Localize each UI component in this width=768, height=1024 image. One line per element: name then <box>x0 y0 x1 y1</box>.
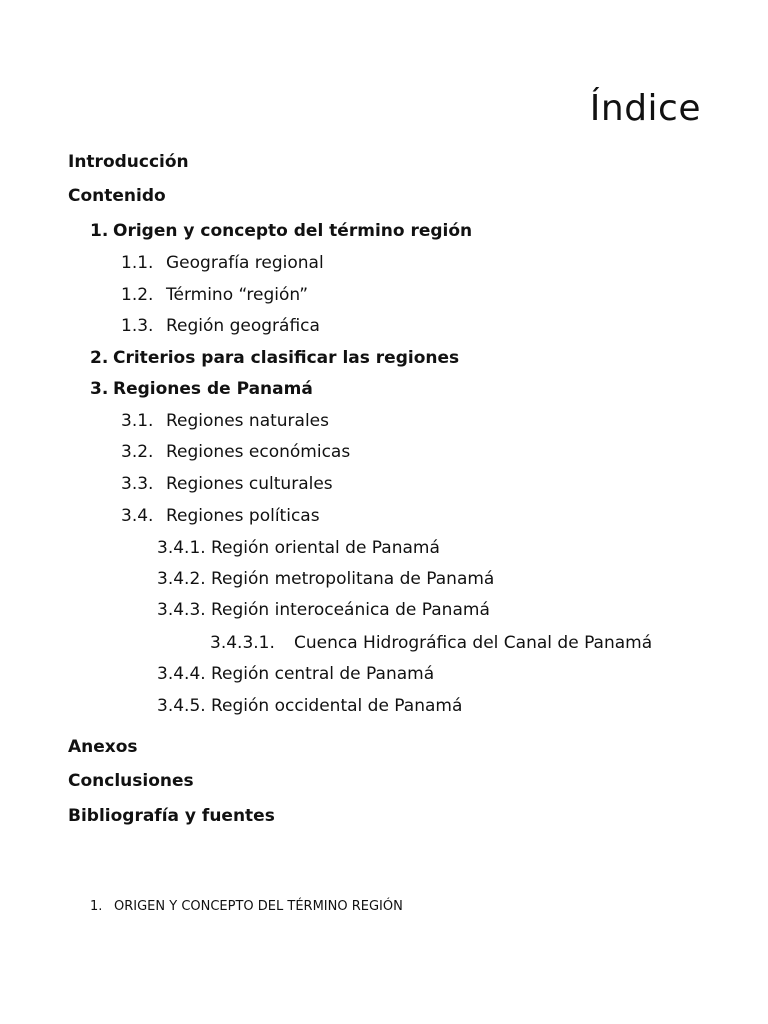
toc-item-3-4 <box>0 506 768 526</box>
toc-item-label: Regiones económicas <box>166 442 351 462</box>
toc-item-label: Región metropolitana de Panamá <box>211 569 495 589</box>
section-heading <box>0 899 768 917</box>
toc-item-3-4-3 <box>0 600 768 620</box>
toc-item-number: 3.4.4. <box>157 664 206 684</box>
toc-item-label: Regiones de Panamá <box>113 379 313 399</box>
toc-item-label: Término “región” <box>166 285 309 305</box>
toc-item-1 <box>0 221 768 241</box>
toc-item-3-4-3-1 <box>0 633 768 653</box>
toc-item-number: 3.3. <box>121 474 154 494</box>
toc-item-label: Criterios para clasificar las regiones <box>113 348 460 368</box>
toc-item-3-1 <box>0 411 768 431</box>
toc-item-number: 3.4. <box>121 506 154 526</box>
toc-bibliografia: Bibliografía y fuentes <box>68 806 275 826</box>
toc-item-label: Regiones políticas <box>166 506 320 526</box>
toc-item-number: 3.4.2. <box>157 569 206 589</box>
toc-item-number: 1.2. <box>121 285 154 305</box>
toc-item-number: 1.3. <box>121 316 154 336</box>
toc-item-number: 3.2. <box>121 442 154 462</box>
toc-anexos: Anexos <box>68 737 138 757</box>
section-heading-number: 1. <box>90 899 103 914</box>
toc-item-number: 1.1. <box>121 253 154 273</box>
toc-item-label: Región occidental de Panamá <box>211 696 463 716</box>
toc-item-number: 3.1. <box>121 411 154 431</box>
toc-item-1-2 <box>0 285 768 305</box>
toc-item-label: Regiones naturales <box>166 411 329 431</box>
toc-introduccion: Introducción <box>68 152 189 172</box>
toc-item-label: Región geográfica <box>166 316 320 336</box>
toc-item-label: Región interoceánica de Panamá <box>211 600 490 620</box>
toc-item-3-4-5 <box>0 696 768 716</box>
toc-item-number: 3.4.3. <box>157 600 206 620</box>
toc-item-number: 3.4.3.1. <box>210 633 275 653</box>
toc-item-number: 3.4.5. <box>157 696 206 716</box>
toc-item-number: 3.4.1. <box>157 538 206 558</box>
toc-item-label: Cuenca Hidrográfica del Canal de Panamá <box>294 633 653 653</box>
toc-contenido: Contenido <box>68 186 166 206</box>
toc-item-1-3 <box>0 316 768 336</box>
toc-item-3 <box>0 379 768 399</box>
toc-item-3-4-2 <box>0 569 768 589</box>
toc-item-label: Regiones culturales <box>166 474 333 494</box>
toc-item-1-1 <box>0 253 768 273</box>
toc-item-3-4-4 <box>0 664 768 684</box>
toc-item-number: 1. <box>90 221 109 241</box>
toc-item-3-3 <box>0 474 768 494</box>
toc-item-number: 2. <box>90 348 109 368</box>
toc-item-3-2 <box>0 442 768 462</box>
toc-item-label: Región oriental de Panamá <box>211 538 440 558</box>
toc-item-label: Geografía regional <box>166 253 324 273</box>
toc-item-label: Origen y concepto del término región <box>113 221 473 241</box>
toc-item-3-4-1 <box>0 538 768 558</box>
toc-item-number: 3. <box>90 379 109 399</box>
page-title: Índice <box>589 88 701 129</box>
section-heading-label: ORIGEN Y CONCEPTO DEL TÉRMINO REGIÓN <box>114 899 403 914</box>
toc-item-2 <box>0 348 768 368</box>
toc-conclusiones: Conclusiones <box>68 771 194 791</box>
toc-item-label: Región central de Panamá <box>211 664 435 684</box>
